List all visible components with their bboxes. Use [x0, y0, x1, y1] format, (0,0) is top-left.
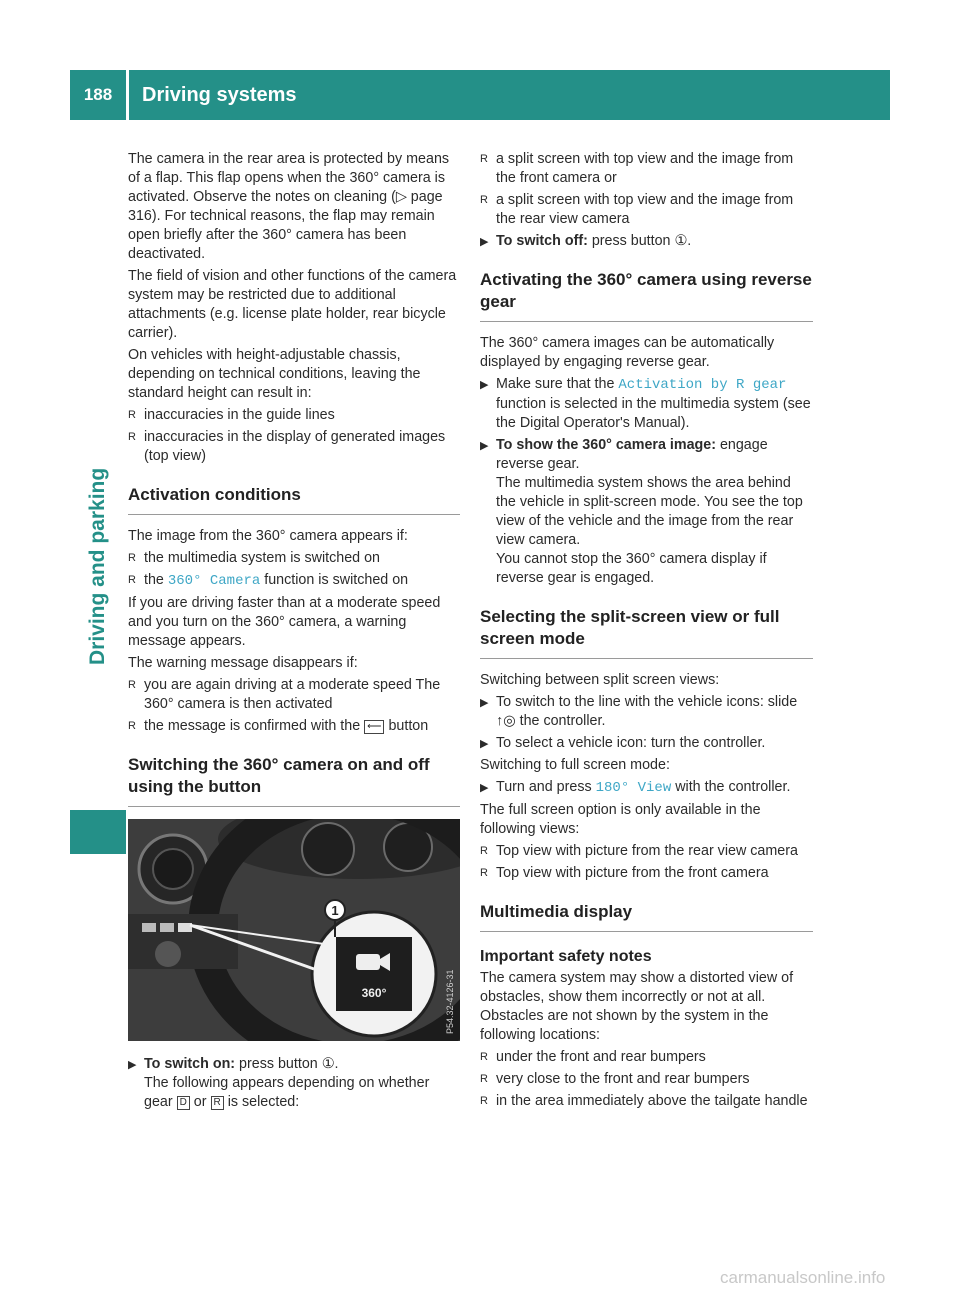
step-arrow-icon: ▶ [128, 1059, 137, 1071]
list-item: R the message is confirmed with the ⟵ button [128, 718, 429, 734]
list-item: R Top view with picture from the rear view camera [480, 843, 798, 859]
bullet-icon: R [480, 1095, 488, 1107]
paragraph: The camera system may show a distorted view of obstacles, show them incorrectly or not at all. Obstacles are not shown by the system in the following locations: [480, 970, 794, 1043]
left-column [128, 150, 460, 1115]
bullet-icon: R [480, 867, 488, 879]
bullet-icon: R [128, 552, 136, 564]
back-button-icon: ⟵ [364, 720, 384, 734]
step-detail: You cannot stop the 360° camera display if reverse gear is engaged. [496, 551, 767, 586]
side-tab-label: Driving and parking [86, 467, 109, 665]
photo-reference-code: P54.32-4126-31 [445, 969, 455, 1034]
step-arrow-icon: ▶ [480, 697, 489, 709]
bullet-icon: R [128, 431, 136, 443]
paragraph: Switching between split screen views: [480, 672, 720, 688]
paragraph: On vehicles with height-adjustable chassis, depending on technical conditions, leaving the standard height can result in: [128, 347, 421, 401]
paragraph: The 360° camera images can be automatically displayed by engaging reverse gear. [480, 335, 775, 370]
right-column [480, 150, 813, 1114]
instruction-step: ▶ To switch on: press button ①. The following appears depending on whether gear D or R is selected: [128, 1056, 430, 1110]
instruction-step: ▶ To select a vehicle icon: turn the controller. [480, 734, 813, 753]
list-item: R inaccuracies in the display of generated images (top view) [128, 429, 446, 464]
instruction-step: ▶ To switch to the line with the vehicle icons: slide ↑◎ the controller. [480, 694, 798, 729]
list-item: R inaccuracies in the guide lines [128, 407, 335, 423]
instruction-step: ▶ To switch off: press button ①. [480, 232, 813, 251]
bullet-icon: R [480, 1073, 488, 1085]
section-heading-multimedia: Multimedia display [480, 901, 813, 932]
steering-wheel-illustration [128, 819, 460, 1041]
menu-item-180-view: 180° View [595, 780, 672, 796]
bullet-icon: R [480, 194, 488, 206]
bullet-icon: R [128, 574, 136, 586]
list-item: R under the front and rear bumpers [480, 1049, 706, 1065]
bullet-icon: R [128, 679, 136, 691]
menu-item-activation-by-r-gear: Activation by R gear [618, 377, 787, 393]
header-divider [126, 70, 129, 120]
list-item: R you are again driving at a moderate speed The 360° camera is then activated [128, 677, 441, 712]
step-arrow-icon: ▶ [480, 782, 489, 794]
step-arrow-icon: ▶ [480, 379, 489, 391]
gear-r-icon: R [211, 1096, 224, 1110]
bullet-icon: R [480, 845, 488, 857]
bullet-icon: R [480, 1051, 488, 1063]
photo-callout-number: 1 [331, 903, 339, 918]
subsection-heading-safety: Important safety notes [480, 948, 652, 965]
step-arrow-icon: ▶ [480, 440, 489, 452]
list-item: R a split screen with top view and the image from the front camera or [480, 151, 794, 186]
section-heading-activation: Activation conditions [128, 484, 460, 515]
step-arrow-icon: ▶ [480, 236, 489, 248]
bullet-icon: R [128, 720, 136, 732]
paragraph: The camera in the rear area is protected by means of a flap. This flap opens when the 360° camera is activated. Observe the notes on cleaning (▷ page 316). For technical reasons, the flap may remain open briefly after the 360° camera has been deactivated. [128, 151, 450, 262]
instruction-step: ▶ Turn and press 180° View with the controller. [480, 779, 791, 796]
paragraph: Switching to full screen mode: [480, 757, 670, 773]
paragraph: If you are driving faster than at a moderate speed and you turn on the 360° camera, a warning message appears. [128, 595, 441, 649]
section-heading-switching: Switching the 360° camera on and off using the button [128, 754, 460, 807]
watermark: carmanualsonline.info [720, 1268, 886, 1287]
side-tab [83, 100, 115, 760]
page-title: Driving systems [142, 84, 297, 106]
section-heading-reverse: Activating the 360° camera using reverse gear [480, 269, 813, 322]
bullet-icon: R [128, 409, 136, 421]
list-item: R in the area immediately above the tailgate handle [480, 1093, 808, 1109]
steering-wheel-photo [128, 819, 460, 1041]
section-heading-split-screen: Selecting the split-screen view or full screen mode [480, 606, 813, 659]
paragraph: The warning message disappears if: [128, 655, 358, 671]
side-tab-marker [70, 810, 126, 854]
gear-d-icon: D [177, 1096, 190, 1110]
list-item: R the 360° Camera function is switched on [128, 572, 409, 589]
page-number: 188 [83, 85, 113, 104]
list-item: R the multimedia system is switched on [128, 550, 380, 566]
instruction-step: ▶ Make sure that the Activation by R gear function is selected in the multimedia system (see the Digital Operator's Manual). [480, 376, 811, 431]
instruction-step: ▶ To show the 360° camera image: engage reverse gear. The multimedia system shows the area behind the vehicle in split-screen mode. You see the top view of the vehicle and the image from the rear view camera. You cannot stop the 360° camera display if reverse gear is engaged. [480, 436, 813, 588]
step-arrow-icon: ▶ [480, 738, 489, 750]
bullet-icon: R [480, 153, 488, 165]
menu-item-360-camera: 360° Camera [167, 573, 261, 589]
paragraph: The full screen option is only available in the following views: [480, 802, 761, 837]
list-item: R Top view with picture from the front camera [480, 865, 769, 881]
photo-button-label: 360° [361, 986, 387, 1000]
list-item: R a split screen with top view and the image from the rear view camera [480, 192, 794, 227]
list-item: R very close to the front and rear bumpers [480, 1071, 750, 1087]
paragraph: The field of vision and other functions of the camera system may be restricted due to additional attachments (e.g. license plate holder, rear bicycle carrier). [128, 268, 457, 341]
step-detail: The multimedia system shows the area behind the vehicle in split-screen mode. You see the top view of the vehicle and the image from the rear view camera. [496, 475, 803, 548]
paragraph: The image from the 360° camera appears if: [128, 528, 408, 544]
